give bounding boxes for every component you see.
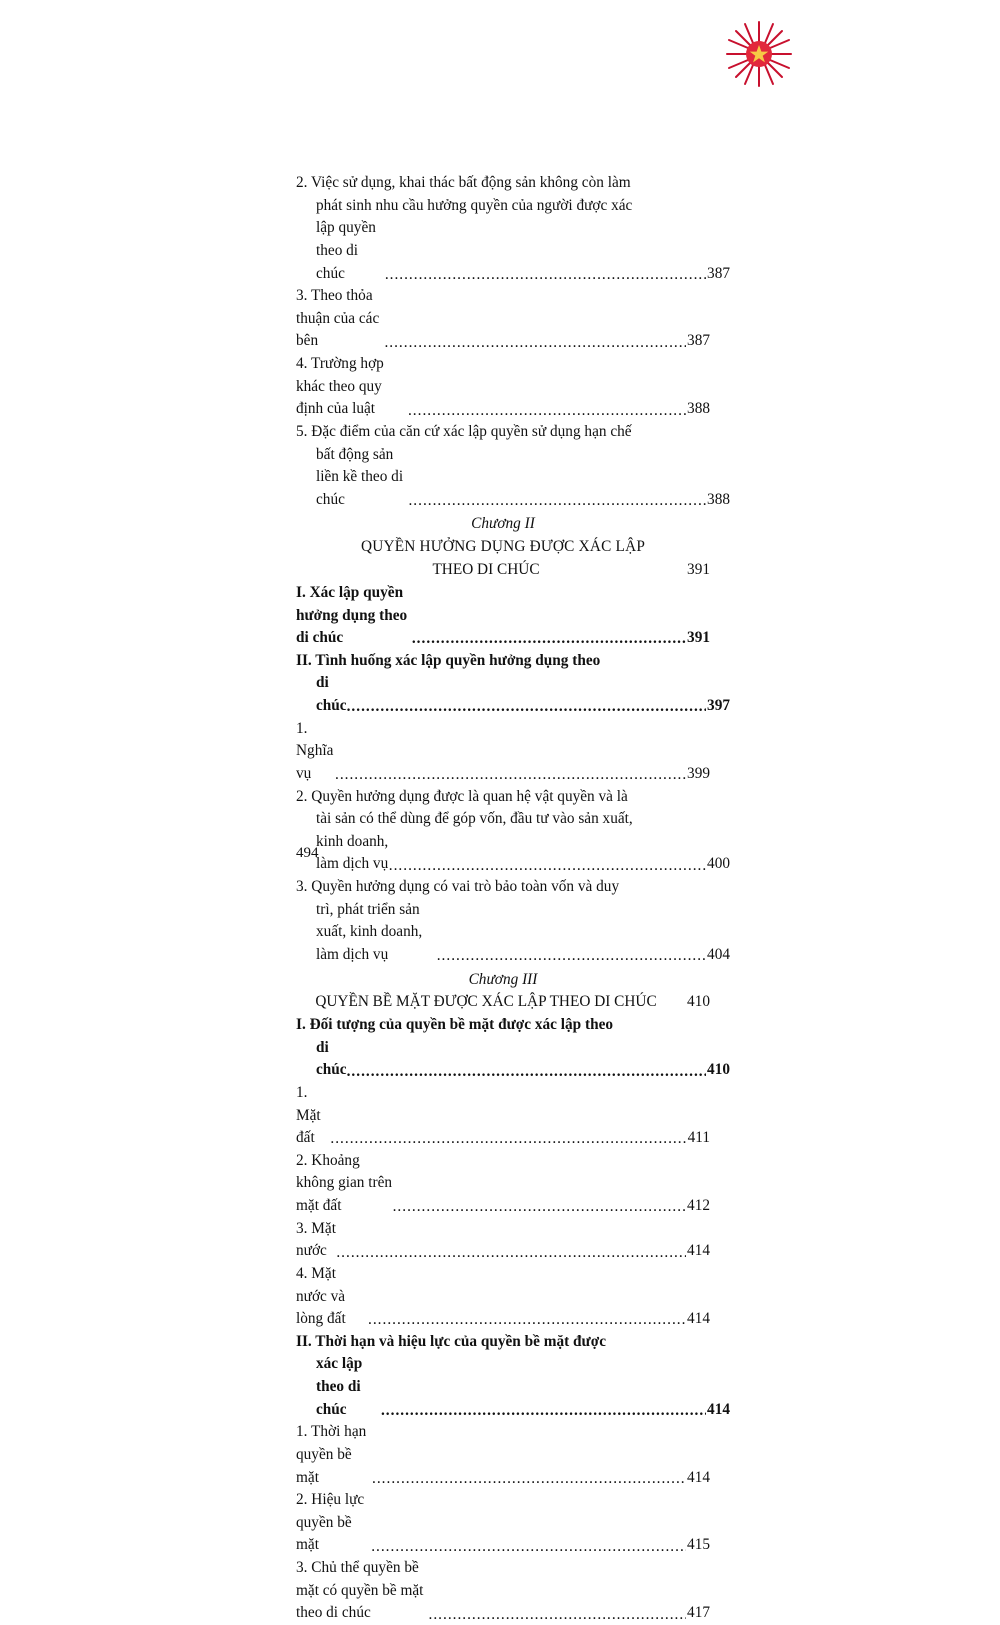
toc-entry-line	[296, 1421, 710, 1489]
dot-leader	[347, 698, 706, 716]
toc-page-number: 400	[707, 855, 730, 873]
toc-page-number: 414	[687, 1310, 710, 1328]
toc-entry-line	[296, 1037, 730, 1082]
toc-chapter[interactable]	[296, 513, 710, 582]
toc-page-number: 388	[707, 490, 730, 508]
chapter-label: Chương III	[468, 970, 538, 988]
toc-section[interactable]	[296, 582, 710, 650]
toc-entry-text: 3. Theo thỏa thuận của các bên	[296, 287, 384, 350]
toc-section-text: I. Xác lập quyền hưởng dụng theo di chúc	[296, 583, 411, 647]
toc-entry-line: 2. Việc sử dụng, khai thác bất động sản không còn làm	[296, 174, 631, 191]
toc-entry[interactable]	[296, 1263, 710, 1331]
dot-leader	[408, 402, 686, 420]
toc-entry-line: tài sản có thể dùng để góp vốn, đầu tư vào sản xuất,	[316, 810, 633, 828]
toc-entry-text: kinh doanh, làm dịch vụ	[316, 832, 393, 873]
toc-entry-line: II. Thời hạn và hiệu lực của quyền bề mặt được	[296, 1332, 606, 1350]
toc-entry-line	[296, 285, 710, 353]
toc-entry[interactable]	[296, 1421, 710, 1489]
toc-entry[interactable]	[296, 353, 710, 421]
toc-entry-text: lập quyền theo di chúc	[316, 219, 380, 282]
toc-entry-text: 4. Mặt nước và lòng đất	[296, 1264, 349, 1328]
toc-entry-line	[296, 1353, 730, 1421]
toc-entry-line	[296, 1489, 710, 1557]
dot-leader	[385, 266, 706, 284]
page-folio: 494	[296, 845, 319, 861]
dot-leader	[336, 1244, 686, 1262]
toc-entry-text: 2. Khoảng không gian trên mặt đất	[296, 1151, 396, 1215]
toc-section[interactable]	[296, 1014, 730, 1082]
chapter-title-text: QUYỀN BỀ MẶT ĐƯỢC XÁC LẬP THEO DI CHÚC	[315, 993, 657, 1011]
toc-entry-text: trì, phát triển sản xuất, kinh doanh, làm dịch vụ	[316, 900, 427, 963]
dot-leader	[371, 1538, 686, 1556]
toc-entry-text: 1. Thời hạn quyền bề mặt	[296, 1423, 371, 1486]
toc-entry[interactable]	[296, 421, 730, 512]
toc-entry-line	[296, 831, 730, 876]
toc-entry-line: 5. Đặc điểm của căn cứ xác lập quyền sử dụng hạn chế	[296, 422, 632, 440]
toc-entry-line	[296, 718, 710, 786]
toc-page-number: 414	[687, 1242, 710, 1260]
toc-entry-line	[296, 444, 730, 512]
toc-page-number: 417	[687, 1604, 710, 1622]
toc-entry-line	[296, 582, 710, 650]
toc-entry-line: I. Đối tượng của quyền bề mặt được xác lập theo	[296, 1016, 614, 1034]
dot-leader	[412, 630, 686, 648]
toc-page-number: 391	[687, 629, 710, 647]
toc-section-text: di chúc	[316, 1038, 347, 1079]
toc-entry-line	[296, 672, 730, 717]
toc-entry-line	[296, 1150, 710, 1218]
toc-entry[interactable]	[296, 718, 710, 786]
toc-entry-line: 2. Quyền hưởng dụng được là quan hệ vật quyền và là	[296, 787, 628, 805]
toc-entry-line	[296, 1263, 710, 1331]
dot-leader	[384, 334, 686, 352]
toc-entry-text: 2. Hiệu lực quyền bề mặt	[296, 1491, 369, 1554]
toc-entry-text: 1. Nghĩa vụ	[296, 719, 338, 782]
toc-entry-text: 4. Trường hợp khác theo quy định của luật	[296, 355, 388, 418]
chapter-title-line: QUYỀN HƯỞNG DỤNG ĐƯỢC XÁC LẬP	[360, 538, 646, 556]
toc-page-number: 412	[687, 1197, 710, 1215]
dot-leader	[389, 857, 706, 875]
toc-entry-line	[296, 899, 730, 967]
toc-entry-line: II. Tình huống xác lập quyền hưởng dụng theo	[296, 651, 601, 669]
toc-page-number: 387	[707, 264, 730, 282]
toc-entry-text: 3. Mặt nước	[296, 1219, 340, 1260]
toc-section-text: di chúc	[316, 674, 347, 714]
toc-page-number: 387	[687, 332, 710, 350]
chapter-title-line	[296, 559, 710, 582]
toc-entry-line	[296, 1082, 710, 1150]
dot-leader	[381, 1402, 706, 1420]
table-of-contents	[296, 172, 730, 1625]
toc-page-number: 414	[687, 1468, 710, 1486]
toc-entry-line	[296, 1557, 710, 1625]
toc-entry-text: 3. Chủ thể quyền bề mặt có quyền bề mặt theo di chúc	[296, 1559, 428, 1622]
toc-entry[interactable]	[296, 1082, 710, 1150]
dot-leader	[335, 766, 686, 784]
toc-page-number: 410	[707, 1061, 730, 1079]
chapter-title-text: THEO DI CHÚC	[432, 561, 540, 579]
toc-entry-line	[296, 353, 710, 421]
toc-page-number: 391	[687, 561, 710, 579]
toc-entry[interactable]	[296, 876, 730, 967]
toc-page-number: 415	[687, 1536, 710, 1554]
toc-section[interactable]	[296, 1331, 730, 1422]
toc-entry[interactable]	[296, 172, 730, 285]
toc-entry-line: 3. Quyền hưởng dụng có vai trò bảo toàn vốn và duy	[296, 878, 620, 895]
dot-leader	[330, 1130, 686, 1148]
dot-leader	[437, 947, 706, 965]
toc-entry-text: 1. Mặt đất	[296, 1083, 325, 1147]
toc-entry[interactable]	[296, 1557, 710, 1625]
dot-leader	[372, 1470, 686, 1488]
dot-leader	[347, 1063, 706, 1081]
toc-entry[interactable]	[296, 1489, 710, 1557]
toc-page-number: 414	[707, 1400, 730, 1418]
toc-page-number: 411	[687, 1129, 710, 1147]
toc-section[interactable]	[296, 650, 730, 718]
toc-entry-line: phát sinh nhu cầu hưởng quyền của người được xác	[316, 196, 633, 214]
chapter-title-line	[296, 991, 710, 1014]
toc-page-number: 404	[707, 945, 730, 963]
toc-entry-line	[296, 1218, 710, 1263]
toc-entry[interactable]	[296, 1218, 710, 1263]
toc-entry-text: bất động sản liền kề theo di chúc	[316, 445, 407, 508]
toc-section-text: xác lập theo di chúc	[316, 1355, 367, 1418]
toc-page-number: 397	[707, 697, 730, 714]
toc-entry-line	[296, 217, 730, 285]
toc-entry[interactable]	[296, 285, 710, 353]
dot-leader	[408, 492, 706, 510]
dot-leader	[393, 1198, 686, 1216]
dot-leader	[429, 1606, 687, 1624]
starburst-emblem-icon	[723, 18, 795, 90]
toc-page-number: 388	[687, 400, 710, 418]
dot-leader	[368, 1311, 686, 1329]
toc-page-number: 410	[687, 993, 710, 1011]
chapter-label: Chương II	[471, 515, 535, 533]
toc-entry[interactable]	[296, 786, 730, 877]
toc-entry[interactable]	[296, 1150, 710, 1218]
toc-page-number: 399	[687, 764, 710, 782]
toc-chapter[interactable]	[296, 969, 710, 1015]
